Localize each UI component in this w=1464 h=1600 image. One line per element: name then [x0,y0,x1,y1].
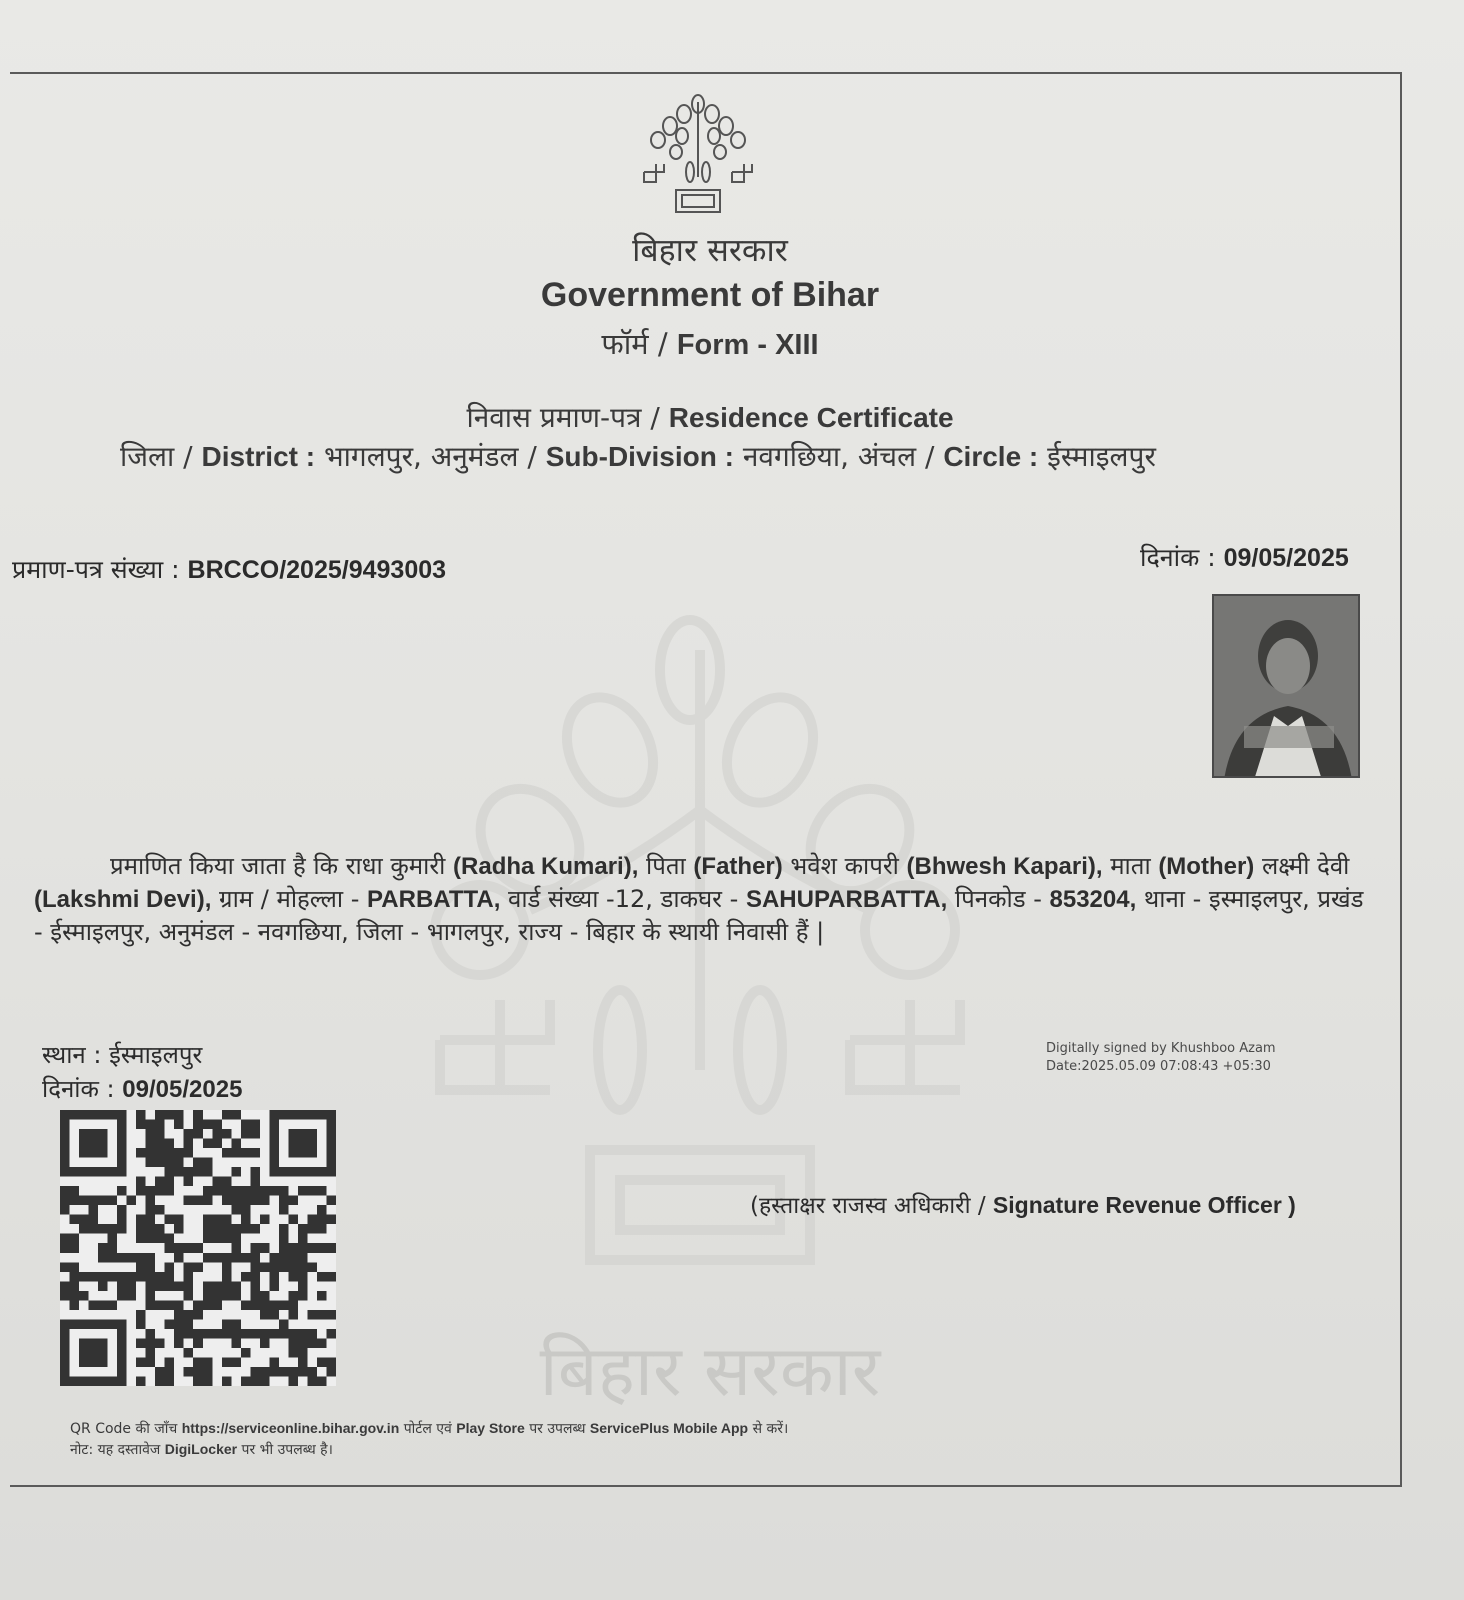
government-title-english: Government of Bihar [540,276,880,314]
qr-note-text: पर उपलब्ध [529,1421,586,1437]
post-office: SAHUPARBATTA, [745,886,948,913]
digilocker-text: DigiLocker [164,1441,238,1457]
place-label: स्थान : [42,1041,102,1069]
mother-name: (Lakshmi Devi), [34,886,212,913]
certification-statement [34,850,1364,949]
digital-signature [1046,1040,1276,1076]
form-number [0,324,1420,363]
certificate-title-hindi: निवास प्रमाण-पत्र / [466,401,660,434]
certificate-number-value: BRCCO/2025/9493003 [187,556,447,584]
note-text: पर भी उपलब्ध है। [241,1442,333,1458]
applicant-photo [1212,594,1360,778]
qr-note-text: से करें। [752,1421,789,1437]
issue-date [1140,540,1349,574]
certificate-title-english: Residence Certificate [668,402,954,433]
statement-text: प्रमाणित किया जाता है कि राधा कुमारी [110,852,446,880]
qr-note-text: पोर्टल एवं [403,1421,452,1437]
district-line [120,437,1260,475]
father-label: (Father) [693,853,783,880]
pincode: 853204, [1049,886,1137,913]
district-value: भागलपुर, अनुमंडल / [324,440,537,473]
qr-code-icon [60,1110,336,1386]
place-and-date [42,1038,242,1107]
subdivision-value: नवगछिया, अंचल / [742,440,935,473]
statement-text: भवेश कापरी [790,852,899,880]
applicant-name: (Radha Kumari), [453,853,639,880]
subdivision-label: Sub-Division : [545,441,734,472]
statement-text: थाना - इस्माइलपुर, प्रखंड - ईस्माइलपुर, अनुमंडल - नवगछिया, जिला - भागलपुर, राज्य - बिहार के स्थायी निवासी हैं | [34,885,1364,946]
qr-note-text: QR Code की जाँच [70,1421,178,1437]
signature-label-hindi: (हस्ताक्षर राजस्व अधिकारी / [750,1193,986,1219]
watermark-text: बिहार सरकार [539,1330,881,1412]
footer-notes [70,1418,788,1460]
note-text: नोट: यह दस्तावेज [70,1442,161,1458]
statement-text: माता [1110,852,1151,880]
digital-signature-date: Date:2025.05.09 07:08:43 +05:30 [1046,1059,1271,1074]
place-date-value: 09/05/2025 [122,1076,243,1103]
form-label-hindi: फॉर्म / [601,327,668,361]
issue-date-label: दिनांक : [1140,543,1216,572]
issue-date-value: 09/05/2025 [1223,544,1349,572]
certificate-number [12,552,446,586]
statement-text: वार्ड संख्या -12, डाकघर - [508,885,739,913]
father-name: (Bhwesh Kapari), [906,853,1103,880]
statement-text: पिनकोड - [954,885,1042,913]
statement-text: लक्ष्मी देवी [1261,852,1350,880]
bihar-emblem-watermark-icon [420,610,980,1380]
village-name: PARBATTA, [367,886,501,913]
signature-label [750,1188,1296,1220]
district-label-hindi: जिला / [120,440,193,473]
district-label: District : [201,441,316,472]
government-title-hindi: बिहार सरकार [632,231,788,269]
place-date-label: दिनांक : [42,1075,115,1103]
verification-url: https://serviceonline.bihar.gov.in [181,1420,400,1436]
circle-label: Circle : [943,441,1039,472]
play-store-text: Play Store [456,1420,525,1436]
circle-value: ईस्माइलपुर [1047,440,1156,473]
mother-label: (Mother) [1158,853,1255,880]
statement-text: ग्राम / मोहल्ला - [219,885,360,913]
app-name: ServicePlus Mobile App [589,1420,749,1436]
form-label-english: Form - XIII [676,329,819,361]
digital-signature-signer: Digitally signed by Khushboo Azam [1046,1041,1276,1056]
signature-label-english: Signature Revenue Officer ) [992,1192,1296,1218]
certificate-title [0,398,1420,436]
statement-text: पिता [646,852,686,880]
place-value: ईस्माइलपुर [109,1041,203,1069]
bihar-government-emblem-icon [636,92,760,220]
certificate-number-label: प्रमाण-पत्र संख्या : [12,555,180,584]
